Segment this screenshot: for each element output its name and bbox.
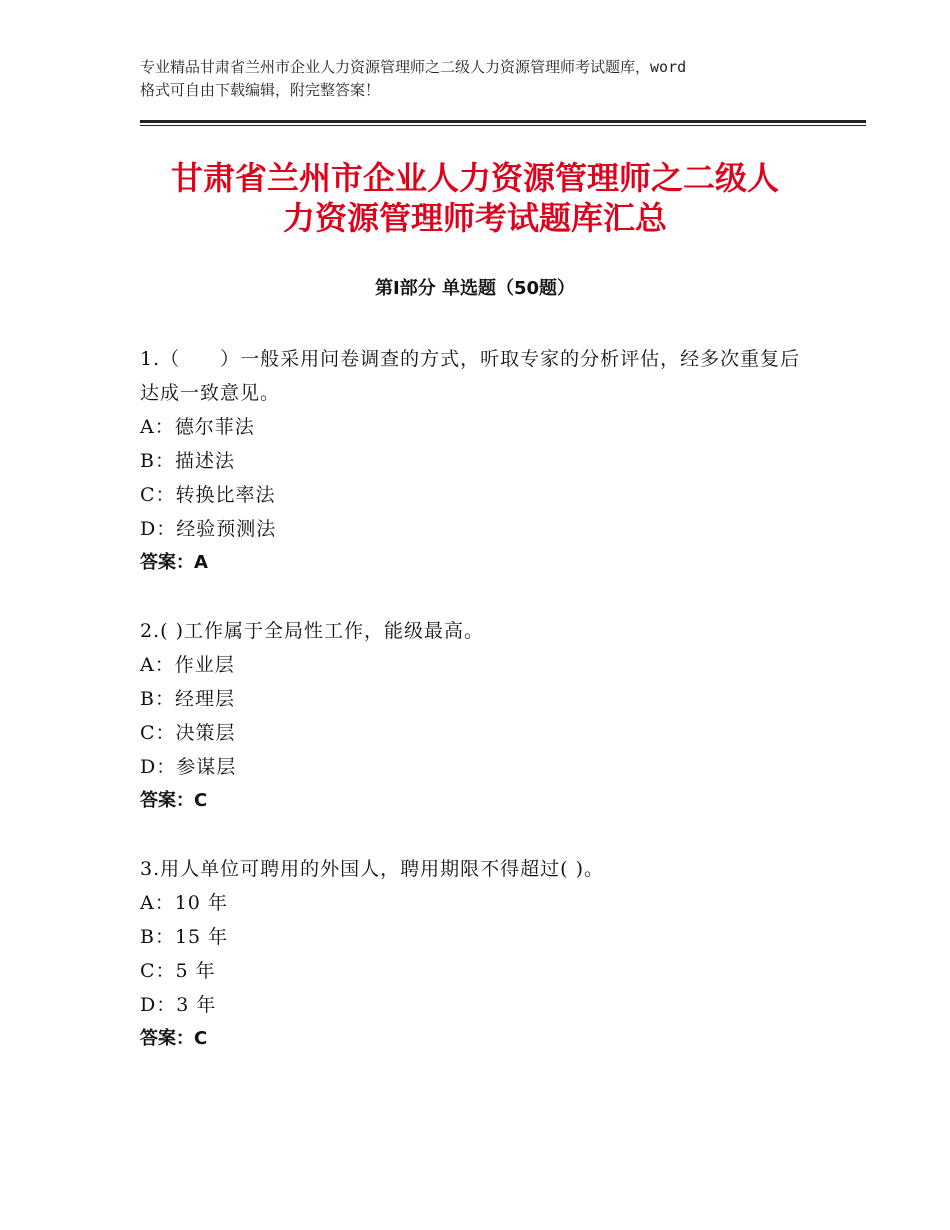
question-stem: 3.用人单位可聘用的外国人，聘用期限不得超过( )。 <box>140 858 604 880</box>
question-list <box>140 342 820 1090</box>
option-b: B：经理层 <box>140 688 235 710</box>
answer: 答案：A <box>140 552 208 573</box>
option-d: D：参谋层 <box>140 756 237 778</box>
option-c: C：决策层 <box>140 722 236 744</box>
option-a: A：作业层 <box>140 654 235 676</box>
header-divider <box>140 120 866 126</box>
document-title-line-2: 力资源管理师考试题库汇总 <box>282 199 667 237</box>
option-d: D：3 年 <box>140 994 217 1016</box>
option-a: A：10 年 <box>140 892 228 914</box>
question-stem: 2.( )工作属于全局性工作，能级最高。 <box>140 620 484 642</box>
question-3 <box>140 852 820 1056</box>
option-c: C：转换比率法 <box>140 484 276 506</box>
document-title-line-1: 甘肃省兰州市企业人力资源管理师之二级人 <box>170 159 779 197</box>
header-note-line-2: 格式可自由下载编辑，附完整答案！ <box>140 81 381 99</box>
question-1 <box>140 342 820 580</box>
option-a: A：德尔菲法 <box>140 416 255 438</box>
section-title: 第Ⅰ部分 单选题（50题） <box>374 278 575 299</box>
header-divider-thick <box>140 120 866 123</box>
question-2 <box>140 614 820 818</box>
answer: 答案：C <box>140 1028 208 1049</box>
header-divider-thin <box>140 125 866 126</box>
header-note-line-1: 专业精品甘肃省兰州市企业人力资源管理师之二级人力资源管理师考试题库，word <box>140 58 687 76</box>
option-b: B：15 年 <box>140 926 229 948</box>
answer: 答案：C <box>140 790 208 811</box>
document-title <box>110 158 840 238</box>
option-d: D：经验预测法 <box>140 518 277 540</box>
header-note <box>140 56 830 102</box>
question-stem: 1.（ ）一般采用问卷调查的方式，听取专家的分析评估，经多次重复后达成一致意见。 <box>140 348 801 404</box>
option-b: B：描述法 <box>140 450 235 472</box>
option-c: C：5 年 <box>140 960 216 982</box>
